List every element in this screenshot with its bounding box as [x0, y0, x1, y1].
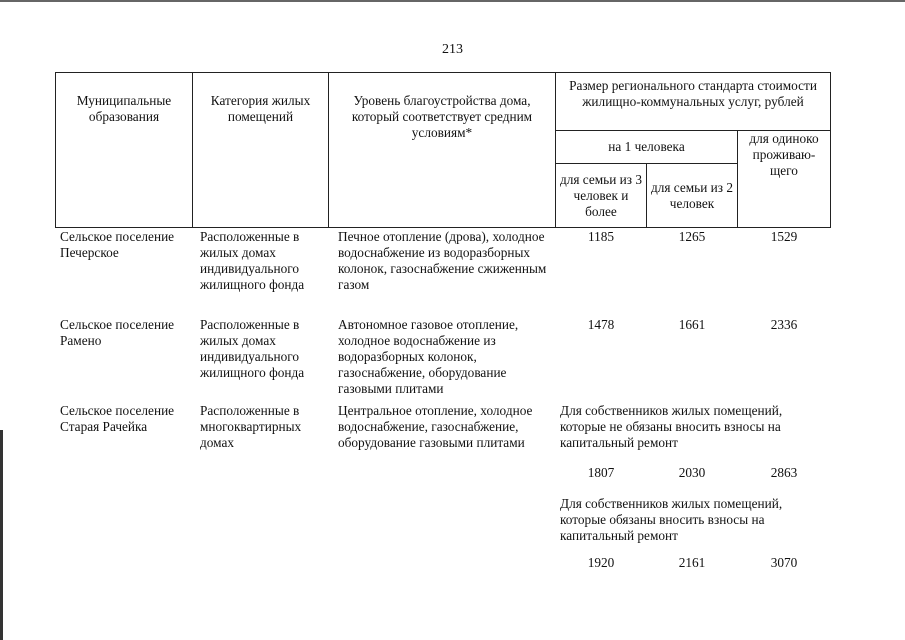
table-top-border	[55, 72, 831, 73]
header-single: для одиноко проживаю-щего	[749, 131, 819, 178]
row2-category: Расположенные в жилых домах индивидуального жилищного фонда	[200, 317, 305, 380]
row3-municipality: Сельское поселение Старая Рачейка	[60, 403, 175, 434]
header-standard-size: Размер регионального стандарта стоимости жилищно-коммунальных услуг, рублей	[569, 78, 817, 109]
col-divider-4	[646, 163, 647, 228]
table-right-border	[830, 72, 831, 228]
col-divider-2	[328, 72, 329, 228]
row3-note-2: Для собственников жилых помещений, которые обязаны вносить взносы на капитальный ремонт	[560, 496, 783, 543]
row3-sub1-family3: 1807	[587, 465, 615, 480]
row2-municipality: Сельское поселение Рамено	[60, 317, 175, 348]
row3-sub1-single: 2863	[770, 465, 798, 480]
header-family2: для семьи из 2 человек	[650, 180, 734, 211]
row2-single: 2336	[770, 317, 798, 332]
header-family3: для семьи из 3 человек и более	[559, 172, 643, 219]
header-bottom-border	[55, 227, 831, 228]
row2-family3: 1478	[587, 317, 615, 332]
row2-family2: 1661	[678, 317, 706, 332]
col-divider-3	[555, 72, 556, 228]
row3-amenities: Центральное отопление, холодное водоснабжение, газоснабжение, оборудование газовыми плитами	[338, 403, 533, 450]
row2-amenities: Автономное газовое отопление, холодное водоснабжение из водоразборных колонок, газоснабжение, оборудование газовыми плитами	[338, 317, 519, 396]
row3-sub1-family2: 2030	[678, 465, 706, 480]
header-municipality: Муниципальные образования	[76, 93, 172, 124]
row3-sub2-family2: 2161	[678, 555, 706, 570]
row3-note-1: Для собственников жилых помещений, которые не обязаны вносить взносы на капитальный ремонт	[560, 403, 783, 450]
row1-category: Расположенные в жилых домах индивидуального жилищного фонда	[200, 229, 305, 292]
col-divider-5	[737, 130, 738, 228]
scan-top-edge	[0, 0, 905, 2]
row1-single: 1529	[770, 229, 798, 244]
header-amenities: Уровень благоустройства дома, который соответствует средним условиям*	[351, 93, 533, 140]
header-category: Категория жилых помещений	[210, 93, 311, 124]
row3-sub2-single: 3070	[770, 555, 798, 570]
col-divider-1	[192, 72, 193, 228]
row1-family2: 1265	[678, 229, 706, 244]
page-number: 213	[442, 42, 463, 57]
row1-family3: 1185	[587, 229, 615, 244]
row1-amenities: Печное отопление (дрова), холодное водоснабжение из водоразборных колонок, газоснабжение сжиженным газом	[338, 229, 547, 292]
row3-sub2-family3: 1920	[587, 555, 615, 570]
row1-municipality: Сельское поселение Печерское	[60, 229, 175, 260]
row3-category: Расположенные в многоквартирных домах	[200, 403, 302, 450]
header-per-person: на 1 человека	[608, 139, 685, 154]
scan-left-edge	[0, 430, 3, 640]
table-left-border	[55, 72, 56, 228]
